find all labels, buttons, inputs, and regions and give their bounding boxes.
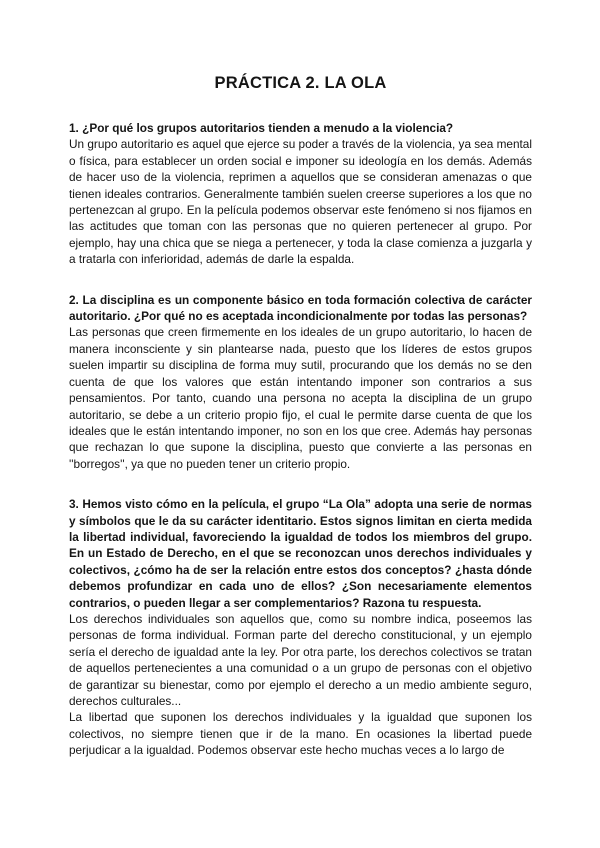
section-question-3 xyxy=(69,496,532,759)
question-1-heading: 1. ¿Por qué los grupos autoritarios tienden a menudo a la violencia? xyxy=(69,121,454,135)
answer-1-paragraph: Un grupo autoritario es aquel que ejerce su poder a través de la violencia, ya sea mental o física, para establecer un orden social e imponer su ideología en los demás. Además de hacer uso de la violencia, reprimen a aquellos que se consideran amenazas o que tienen ideales contrarios. Generalmente también suelen creerse superiores a los que no pertenezcan al grupo. En la película podemos observar este fenómeno si nos fijamos en las actitudes que toman con las personas que no quieren pertenecer al grupo. Por ejemplo, hay una chica que se niega a pertenecer, y toda la clase comienza a juzgarla y a tratarla con inferioridad, además de darle la espalda. xyxy=(69,137,532,267)
question-3-heading: 3. Hemos visto cómo en la película, el grupo “La Ola” adopta una serie de normas y símbolos que le da su carácter identitario. Estos signos limitan en cierta medida la libertad individual, favoreciendo la igualdad de todos los miembros del grupo. En un Estado de Derecho, en el que se reconozcan unos derechos individuales y colectivos, ¿cómo ha de ser la relación entre estos dos conceptos? ¿hasta dónde debemos profundizar en cada uno de ellos? ¿Son necesariamente elementos contrarios, o pueden llegar a ser complementarios? Razona tu respuesta. xyxy=(69,497,532,610)
answer-2-paragraph: Las personas que creen firmemente en los ideales de un grupo autoritario, lo hacen de manera inconsciente y sin plantearse nada, puesto que los líderes de estos grupos suelen impartir su disciplina de forma muy sutil, procurando que los demás no se den cuenta de que los valores que están intentando imponer son contrarios a sus pensamientos. Por tanto, cuando una persona no acepta la disciplina de un grupo autoritario, se debe a un criterio propio fijo, el cual le permite darse cuenta de que los ideales que le están intentando imponer, no son en los que cree. Además hay personas que rechazan lo que supone la disciplina, puesto que convierte a las personas en ''borregos'', ya que no pueden tener un criterio propio. xyxy=(69,325,532,471)
question-2-heading: 2. La disciplina es un componente básico en toda formación colectiva de carácter autoritario. ¿Por qué no es aceptada incondicionalmente por todas las personas? xyxy=(69,292,532,324)
answer-3-paragraph-1: Los derechos individuales son aquellos que, como su nombre indica, poseemos las personas de forma individual. Forman parte del derecho constitucional, y un ejemplo sería el derecho de igualdad ante la ley. Por otra parte, los derechos colectivos se tratan de aquellos pertenecientes a una comunidad o a un grupo de personas con el objetivo de garantizar su bienestar, como por ejemplo el derecho a un medio ambiente seguro, derechos culturales... xyxy=(69,611,532,708)
section-question-1 xyxy=(69,120,532,268)
section-question-2 xyxy=(69,292,532,472)
page-title: PRÁCTICA 2. LA OLA xyxy=(214,74,387,92)
answer-3-paragraph-2: La libertad que suponen los derechos individuales y la igualdad que suponen los colectivos, no siempre tienen que ir de la mano. En ocasiones la libertad puede perjudicar a la igualdad. Podemos observar este hecho muchas veces a lo largo de xyxy=(69,710,532,758)
